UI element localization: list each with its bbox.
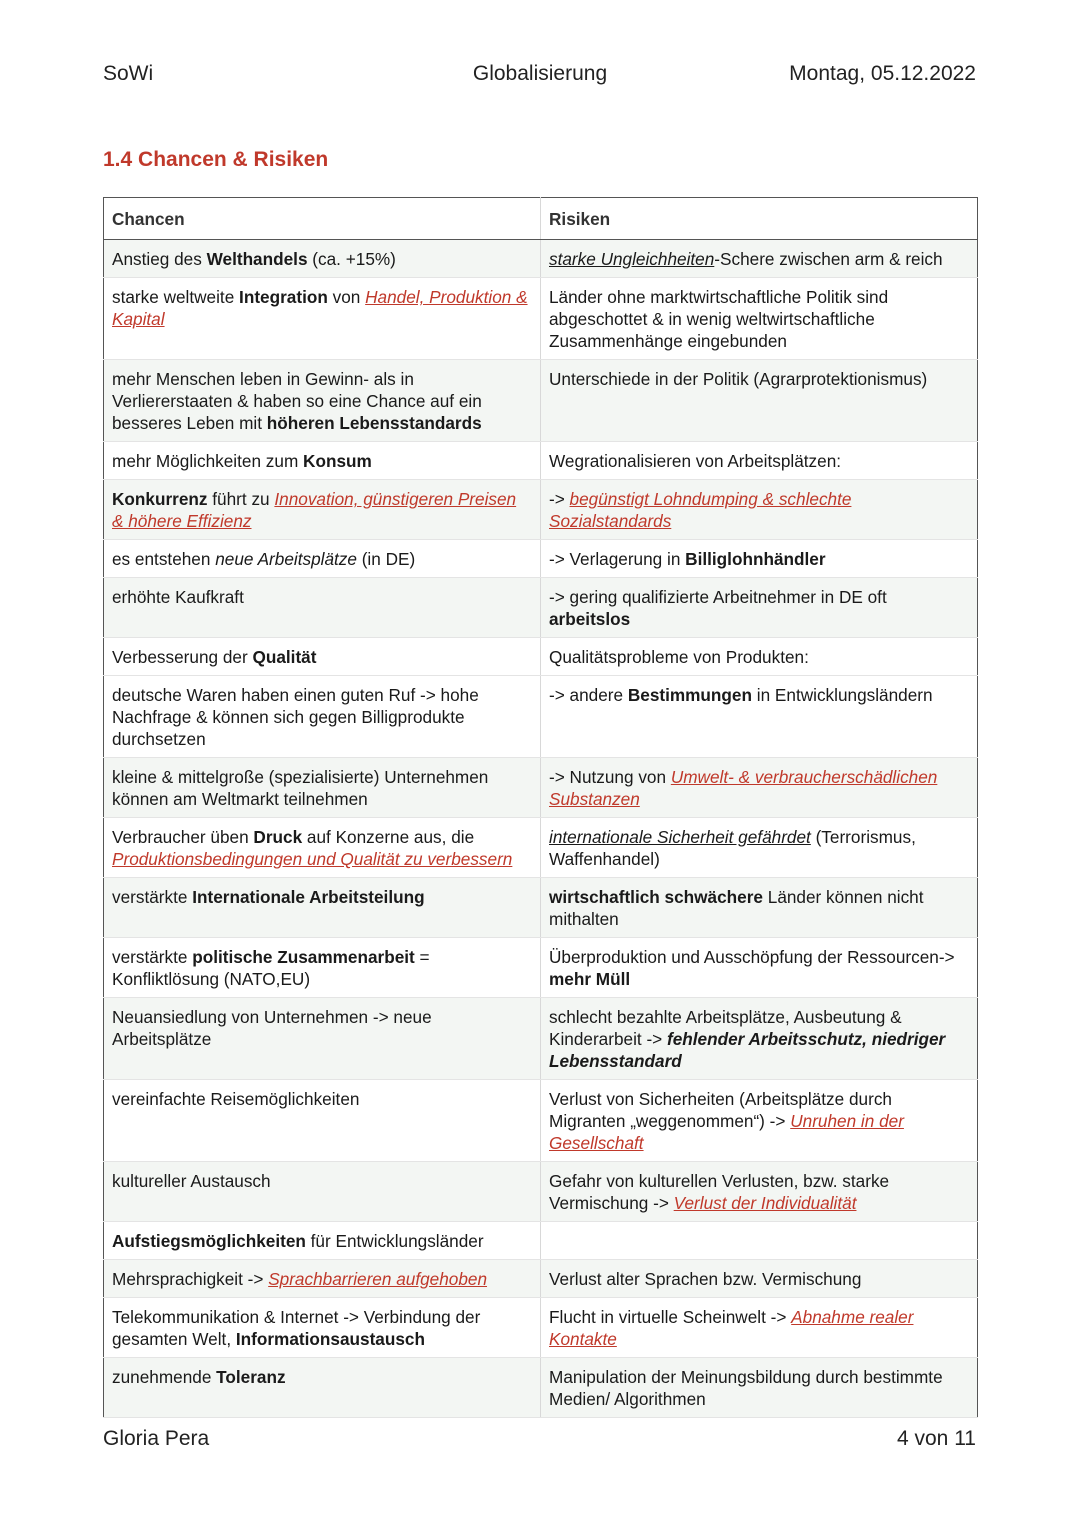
chancen-cell xyxy=(104,578,541,638)
r-text-segment: Verlust von Sicherheiten (Arbeitsplätze durch Migranten „weggenommen“) -> xyxy=(549,1089,892,1131)
risiken-cell xyxy=(541,998,978,1080)
c-text-segment: neue Arbeitsplätze xyxy=(215,549,357,569)
risiken-cell xyxy=(541,540,978,578)
risiken-cell xyxy=(541,1358,978,1418)
c-text-segment: Neuansiedlung von Unternehmen -> neue Arbeitsplätze xyxy=(112,1007,432,1049)
r-text-segment: Flucht in virtuelle Scheinwelt -> xyxy=(549,1307,792,1327)
r-text-segment: Gefahr von kulturellen Verlusten, bzw. starke Vermischung -> xyxy=(549,1171,890,1213)
table-header-row xyxy=(104,198,978,240)
c-text-segment: mehr Möglichkeiten zum xyxy=(112,451,304,471)
c-text-segment: Mehrsprachigkeit -> xyxy=(112,1269,269,1289)
c-text-segment: vereinfachte Reisemöglichkeiten xyxy=(112,1089,360,1109)
risiken-cell xyxy=(541,758,978,818)
footer-page-number: 4 von 11 xyxy=(896,1427,976,1450)
chancen-cell xyxy=(104,540,541,578)
c-text-segment: Toleranz xyxy=(216,1367,286,1387)
chancen-cell xyxy=(104,1298,541,1358)
c-text-segment: Internationale Arbeitsteilung xyxy=(192,887,425,907)
r-text-segment: arbeitslos xyxy=(549,609,631,629)
c-text-segment: deutsche Waren haben einen guten Ruf -> hohe Nachfrage & können sich gegen Billigprodukte durchsetzen xyxy=(112,685,479,749)
header-subject: SoWi xyxy=(103,62,154,85)
c-text-segment: zunehmende xyxy=(112,1367,217,1387)
r-text-segment: starke Ungleichheiten xyxy=(549,249,715,269)
risiken-cell xyxy=(541,676,978,758)
c-text-segment: kultureller Austausch xyxy=(112,1171,271,1191)
c-text-segment: Sprachbarrieren aufgehoben xyxy=(268,1269,488,1289)
c-text-segment: Konkurrenz xyxy=(112,489,208,509)
c-text-segment: Aufstiegsmöglichkeiten xyxy=(112,1231,306,1251)
table-row xyxy=(104,1358,978,1418)
c-text-segment: politische Zusammenarbeit xyxy=(192,947,415,967)
c-text-segment: Produktionsbedingungen und Qualität zu verbessern xyxy=(112,849,513,869)
risiken-cell xyxy=(541,938,978,998)
header-date: Montag, 05.12.2022 xyxy=(789,62,976,85)
risiken-cell xyxy=(541,818,978,878)
table-row xyxy=(104,1222,978,1260)
r-text-segment: Verlust der Individualität xyxy=(673,1193,857,1213)
chancen-cell xyxy=(104,1222,541,1260)
risiken-cell xyxy=(541,240,978,278)
r-text-segment: (Terrorismus, Waffenhandel) xyxy=(549,827,916,869)
c-text-segment: Integration xyxy=(239,287,328,307)
risiken-cell xyxy=(541,480,978,540)
r-text-segment: Umwelt- & verbraucherschädlichen Substanzen xyxy=(549,767,938,809)
risiken-cell xyxy=(541,1298,978,1358)
chancen-cell xyxy=(104,676,541,758)
c-text-segment: = Konfliktlösung (NATO,EU) xyxy=(112,947,430,989)
risiken-cell xyxy=(541,1162,978,1222)
c-text-segment: von xyxy=(327,287,366,307)
table-row xyxy=(104,240,978,278)
chancen-cell xyxy=(104,278,541,360)
r-text-segment: Verlust alter Sprachen bzw. Vermischung xyxy=(549,1269,862,1289)
r-text-segment: Wegrationalisieren von Arbeitsplätzen: xyxy=(549,451,842,471)
r-text-segment: in Entwicklungsländern xyxy=(752,685,933,705)
r-text-segment: Bestimmungen xyxy=(627,685,752,705)
table-row xyxy=(104,676,978,758)
r-text-segment: begünstigt Lohndumping & schlechte Sozialstandards xyxy=(549,489,852,531)
c-text-segment: es entstehen xyxy=(112,549,216,569)
r-text-segment: schlecht bezahlte Arbeitsplätze, Ausbeutung & Kinderarbeit -> xyxy=(549,1007,902,1049)
chancen-cell xyxy=(104,938,541,998)
r-text-segment: wirtschaftlich schwächere xyxy=(549,887,763,907)
table-row xyxy=(104,360,978,442)
c-text-segment: mehr Menschen leben in Gewinn- als in Verliererstaaten & haben so eine Chance auf ein besseres Leben mit xyxy=(112,369,482,433)
table-row xyxy=(104,818,978,878)
r-text-segment: Überproduktion und Ausschöpfung der Ressourcen-> xyxy=(549,947,955,967)
c-text-segment: verstärkte xyxy=(112,947,193,967)
table-row xyxy=(104,998,978,1080)
c-text-segment: kleine & mittelgroße (spezialisierte) Unternehmen können am Weltmarkt teilnehmen xyxy=(112,767,489,809)
c-text-segment: Druck xyxy=(253,827,303,847)
risiken-cell xyxy=(541,278,978,360)
c-text-segment: verstärkte xyxy=(112,887,193,907)
table-row xyxy=(104,578,978,638)
r-text-segment: Länder können nicht mithalten xyxy=(549,887,924,929)
r-text-segment: Unterschiede in der Politik (Agrarprotektionismus) xyxy=(549,369,928,389)
c-text-segment: (ca. +15%) xyxy=(307,249,396,269)
column-header-chancen: Chancen xyxy=(104,198,541,240)
table-row xyxy=(104,442,978,480)
r-text-segment: fehlender Arbeitsschutz, niedriger Lebensstandard xyxy=(549,1029,946,1071)
r-text-segment: mehr Müll xyxy=(549,969,631,989)
chancen-cell xyxy=(104,480,541,540)
r-text-segment: Unruhen in der Gesellschaft xyxy=(549,1111,904,1153)
risiken-cell xyxy=(541,1260,978,1298)
chancen-cell xyxy=(104,1162,541,1222)
c-text-segment: auf Konzerne aus, die xyxy=(302,827,475,847)
c-text-segment: höheren Lebensstandards xyxy=(266,413,482,433)
c-text-segment: Verbraucher üben xyxy=(112,827,254,847)
risiken-cell xyxy=(541,360,978,442)
chancen-cell xyxy=(104,240,541,278)
r-text-segment: -> andere xyxy=(549,685,628,705)
table-row xyxy=(104,638,978,676)
header-topic: Globalisierung xyxy=(472,62,608,85)
c-text-segment: Konsum xyxy=(303,451,372,471)
c-text-segment: für Entwicklungsländer xyxy=(305,1231,484,1251)
footer-author: Gloria Pera xyxy=(103,1427,210,1450)
r-text-segment: Abnahme realer Kontakte xyxy=(549,1307,914,1349)
chancen-cell xyxy=(104,1358,541,1418)
chancen-cell xyxy=(104,878,541,938)
table-row xyxy=(104,938,978,998)
r-text-segment: -> xyxy=(549,489,570,509)
column-header-risiken: Risiken xyxy=(541,198,978,240)
chancen-cell xyxy=(104,638,541,676)
c-text-segment: Innovation, günstigeren Preisen & höhere Effizienz xyxy=(112,489,517,531)
r-text-segment: Billiglohnhändler xyxy=(685,549,826,569)
chancen-cell xyxy=(104,998,541,1080)
table-body xyxy=(104,240,978,1418)
table-row xyxy=(104,1260,978,1298)
table-row xyxy=(104,1080,978,1162)
c-text-segment: erhöhte Kaufkraft xyxy=(112,587,244,607)
c-text-segment: Anstieg des xyxy=(112,249,207,269)
r-text-segment: -Schere zwischen arm & reich xyxy=(714,249,943,269)
chancen-cell xyxy=(104,1080,541,1162)
risiken-cell xyxy=(541,442,978,480)
r-text-segment: Länder ohne marktwirtschaftliche Politik sind abgeschottet & in wenig weltwirtschaftliche Zusammenhänge eingebunden xyxy=(549,287,889,351)
c-text-segment: Informationsaustausch xyxy=(235,1329,425,1349)
risiken-cell xyxy=(541,578,978,638)
chancen-risiken-table xyxy=(103,197,978,1418)
r-text-segment: internationale Sicherheit gefährdet xyxy=(549,827,811,847)
r-text-segment: Qualitätsprobleme von Produkten: xyxy=(549,647,809,667)
table-row xyxy=(104,480,978,540)
risiken-cell xyxy=(541,878,978,938)
risiken-cell xyxy=(541,1080,978,1162)
c-text-segment: starke weltweite xyxy=(112,287,240,307)
table-row xyxy=(104,1162,978,1222)
chancen-cell xyxy=(104,818,541,878)
table-row xyxy=(104,758,978,818)
chancen-cell xyxy=(104,1260,541,1298)
chancen-cell xyxy=(104,360,541,442)
c-text-segment: Verbesserung der xyxy=(112,647,253,667)
c-text-segment: Handel, Produktion & Kapital xyxy=(112,287,528,329)
c-text-segment: (in DE) xyxy=(356,549,416,569)
chancen-cell xyxy=(104,758,541,818)
risiken-cell xyxy=(541,638,978,676)
table-row xyxy=(104,1298,978,1358)
c-text-segment: führt zu xyxy=(207,489,275,509)
section-title: 1.4 Chancen & Risiken xyxy=(103,148,329,171)
table-row xyxy=(104,540,978,578)
c-text-segment: Qualität xyxy=(252,647,317,667)
chancen-cell xyxy=(104,442,541,480)
table-row xyxy=(104,878,978,938)
table-row xyxy=(104,278,978,360)
r-text-segment: Manipulation der Meinungsbildung durch bestimmte Medien/ Algorithmen xyxy=(549,1367,943,1409)
r-text-segment: -> Verlagerung in xyxy=(549,549,686,569)
r-text-segment: -> Nutzung von xyxy=(549,767,671,787)
risiken-cell xyxy=(541,1222,978,1260)
c-text-segment: Welthandels xyxy=(206,249,308,269)
r-text-segment: -> gering qualifizierte Arbeitnehmer in DE oft xyxy=(549,587,887,607)
c-text-segment: Telekommunikation & Internet -> Verbindung der gesamten Welt, xyxy=(112,1307,481,1349)
